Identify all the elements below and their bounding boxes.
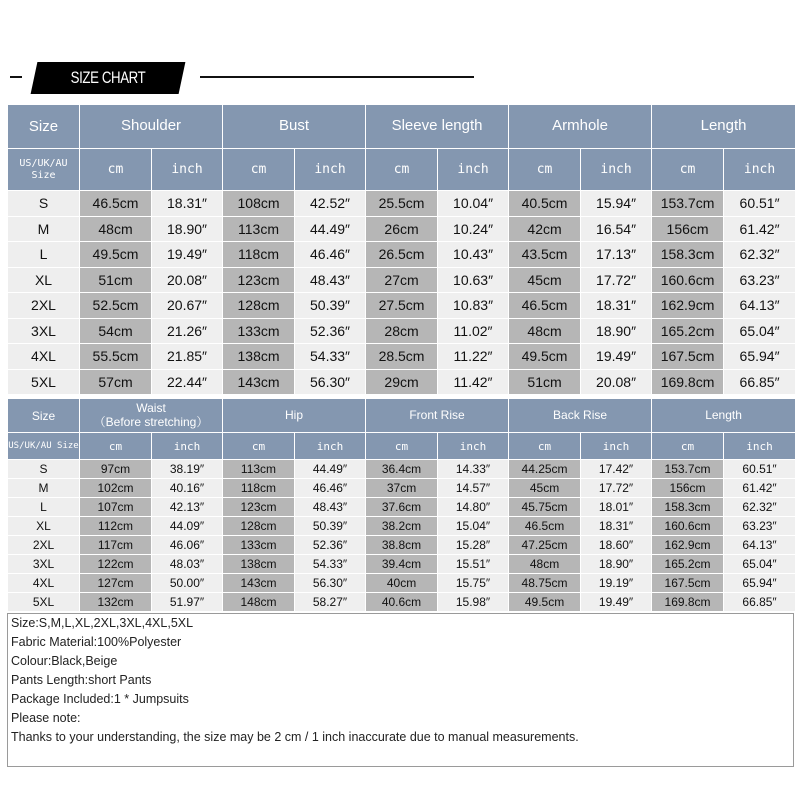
inch-cell: 14.33″ bbox=[438, 460, 509, 479]
inch-cell: 14.80″ bbox=[438, 498, 509, 517]
inch-cell: 62.32″ bbox=[724, 242, 796, 268]
inch-cell: 10.83″ bbox=[438, 293, 509, 319]
cm-cell: 47.25cm bbox=[509, 536, 581, 555]
cm-cell: 37.6cm bbox=[366, 498, 438, 517]
inch-cell: 18.31″ bbox=[581, 517, 652, 536]
inch-cell: 61.42″ bbox=[724, 216, 796, 242]
inch-cell: 19.49″ bbox=[581, 344, 652, 370]
inch-cell: 60.51″ bbox=[724, 191, 796, 217]
inch-cell: 42.13″ bbox=[152, 498, 223, 517]
cm-cell: 26.5cm bbox=[366, 242, 438, 268]
cm-cell: 27.5cm bbox=[366, 293, 438, 319]
cm-cell: 40.6cm bbox=[366, 593, 438, 612]
size-cell: M bbox=[8, 216, 80, 242]
cm-cell: 49.5cm bbox=[509, 344, 581, 370]
cm-cell: 45.75cm bbox=[509, 498, 581, 517]
inch-cell: 61.42″ bbox=[724, 479, 796, 498]
cm-cell: 118cm bbox=[223, 242, 295, 268]
inch-cell: 19.49″ bbox=[581, 593, 652, 612]
table-row bbox=[8, 498, 796, 517]
inch-cell: 65.04″ bbox=[724, 555, 796, 574]
cm-cell: 117cm bbox=[80, 536, 152, 555]
unit-header: cm bbox=[223, 433, 295, 460]
product-info-box bbox=[7, 613, 794, 767]
size-cell: L bbox=[8, 498, 80, 517]
unit-header: cm bbox=[366, 149, 438, 191]
inch-cell: 15.94″ bbox=[581, 191, 652, 217]
inch-cell: 63.23″ bbox=[724, 517, 796, 536]
group-header: Waist （Before stretching） bbox=[80, 399, 223, 433]
cm-cell: 54cm bbox=[80, 318, 152, 344]
inch-cell: 44.49″ bbox=[295, 216, 366, 242]
cm-cell: 122cm bbox=[80, 555, 152, 574]
cm-cell: 148cm bbox=[223, 593, 295, 612]
cm-cell: 162.9cm bbox=[652, 536, 724, 555]
inch-cell: 15.75″ bbox=[438, 574, 509, 593]
inch-cell: 54.33″ bbox=[295, 344, 366, 370]
cm-cell: 48cm bbox=[80, 216, 152, 242]
cm-cell: 51cm bbox=[509, 369, 581, 395]
cm-cell: 55.5cm bbox=[80, 344, 152, 370]
inch-cell: 65.94″ bbox=[724, 574, 796, 593]
group-header: Front Rise bbox=[366, 399, 509, 433]
table-row bbox=[8, 242, 796, 268]
inch-cell: 10.24″ bbox=[438, 216, 509, 242]
group-header: Armhole bbox=[509, 105, 652, 149]
table-row bbox=[8, 369, 796, 395]
cm-cell: 57cm bbox=[80, 369, 152, 395]
table-row bbox=[8, 479, 796, 498]
inch-cell: 52.36″ bbox=[295, 318, 366, 344]
unit-header: cm bbox=[652, 149, 724, 191]
cm-cell: 48cm bbox=[509, 318, 581, 344]
size-cell: S bbox=[8, 460, 80, 479]
inch-cell: 18.31″ bbox=[581, 293, 652, 319]
inch-cell: 63.23″ bbox=[724, 267, 796, 293]
inch-cell: 20.08″ bbox=[152, 267, 223, 293]
table-row bbox=[8, 344, 796, 370]
cm-cell: 156cm bbox=[652, 479, 724, 498]
cm-cell: 128cm bbox=[223, 293, 295, 319]
cm-cell: 52.5cm bbox=[80, 293, 152, 319]
inch-cell: 65.04″ bbox=[724, 318, 796, 344]
info-line-fabric: Fabric Material:100%Polyester bbox=[11, 635, 182, 649]
cm-cell: 156cm bbox=[652, 216, 724, 242]
unit-header: inch bbox=[724, 149, 796, 191]
cm-cell: 44.25cm bbox=[509, 460, 581, 479]
region-size-header: US/UK/AU Size bbox=[8, 149, 80, 191]
inch-cell: 40.16″ bbox=[152, 479, 223, 498]
unit-header: inch bbox=[152, 149, 223, 191]
cm-cell: 25.5cm bbox=[366, 191, 438, 217]
table-row bbox=[8, 536, 796, 555]
cm-cell: 49.5cm bbox=[80, 242, 152, 268]
cm-cell: 123cm bbox=[223, 267, 295, 293]
table-row bbox=[8, 555, 796, 574]
cm-cell: 169.8cm bbox=[652, 593, 724, 612]
inch-cell: 62.32″ bbox=[724, 498, 796, 517]
size-cell: 3XL bbox=[8, 555, 80, 574]
cm-cell: 97cm bbox=[80, 460, 152, 479]
cm-cell: 46.5cm bbox=[80, 191, 152, 217]
inch-cell: 14.57″ bbox=[438, 479, 509, 498]
inch-cell: 18.90″ bbox=[152, 216, 223, 242]
inch-cell: 19.19″ bbox=[581, 574, 652, 593]
cm-cell: 51cm bbox=[80, 267, 152, 293]
cm-cell: 167.5cm bbox=[652, 344, 724, 370]
table-row bbox=[8, 318, 796, 344]
unit-header: inch bbox=[152, 433, 223, 460]
table-row bbox=[8, 267, 796, 293]
info-line-sizes: Size:S,M,L,XL,2XL,3XL,4XL,5XL bbox=[11, 616, 194, 630]
inch-cell: 16.54″ bbox=[581, 216, 652, 242]
size-table-bottom bbox=[7, 398, 796, 612]
cm-cell: 42cm bbox=[509, 216, 581, 242]
cm-cell: 158.3cm bbox=[652, 498, 724, 517]
size-cell: 5XL bbox=[8, 593, 80, 612]
cm-cell: 29cm bbox=[366, 369, 438, 395]
cm-cell: 36.4cm bbox=[366, 460, 438, 479]
inch-cell: 20.08″ bbox=[581, 369, 652, 395]
inch-cell: 17.72″ bbox=[581, 267, 652, 293]
inch-cell: 66.85″ bbox=[724, 369, 796, 395]
banner-dash bbox=[10, 76, 22, 78]
table-row bbox=[8, 191, 796, 217]
group-header: Length bbox=[652, 399, 796, 433]
region-size-header: US/UK/AU Size bbox=[8, 433, 80, 460]
cm-cell: 46.5cm bbox=[509, 293, 581, 319]
inch-cell: 15.28″ bbox=[438, 536, 509, 555]
group-header: Bust bbox=[223, 105, 366, 149]
cm-cell: 45cm bbox=[509, 267, 581, 293]
cm-cell: 143cm bbox=[223, 574, 295, 593]
cm-cell: 43.5cm bbox=[509, 242, 581, 268]
unit-header: cm bbox=[509, 149, 581, 191]
inch-cell: 21.26″ bbox=[152, 318, 223, 344]
size-cell: XL bbox=[8, 267, 80, 293]
group-header: Back Rise bbox=[509, 399, 652, 433]
inch-cell: 64.13″ bbox=[724, 293, 796, 319]
unit-header: cm bbox=[652, 433, 724, 460]
cm-cell: 113cm bbox=[223, 460, 295, 479]
inch-cell: 66.85″ bbox=[724, 593, 796, 612]
cm-cell: 123cm bbox=[223, 498, 295, 517]
cm-cell: 127cm bbox=[80, 574, 152, 593]
group-header: Shoulder bbox=[80, 105, 223, 149]
unit-header: cm bbox=[223, 149, 295, 191]
inch-cell: 18.31″ bbox=[152, 191, 223, 217]
unit-header: inch bbox=[438, 433, 509, 460]
inch-cell: 51.97″ bbox=[152, 593, 223, 612]
inch-cell: 11.02″ bbox=[438, 318, 509, 344]
inch-cell: 17.42″ bbox=[581, 460, 652, 479]
inch-cell: 64.13″ bbox=[724, 536, 796, 555]
inch-cell: 56.30″ bbox=[295, 574, 366, 593]
unit-header: inch bbox=[581, 149, 652, 191]
cm-cell: 153.7cm bbox=[652, 191, 724, 217]
size-cell: S bbox=[8, 191, 80, 217]
inch-cell: 44.09″ bbox=[152, 517, 223, 536]
cm-cell: 102cm bbox=[80, 479, 152, 498]
inch-cell: 11.42″ bbox=[438, 369, 509, 395]
unit-header: inch bbox=[295, 433, 366, 460]
cm-cell: 143cm bbox=[223, 369, 295, 395]
cm-cell: 133cm bbox=[223, 536, 295, 555]
inch-cell: 44.49″ bbox=[295, 460, 366, 479]
cm-cell: 39.4cm bbox=[366, 555, 438, 574]
table-row bbox=[8, 593, 796, 612]
inch-cell: 48.43″ bbox=[295, 267, 366, 293]
table-row bbox=[8, 460, 796, 479]
cm-cell: 118cm bbox=[223, 479, 295, 498]
size-cell: 2XL bbox=[8, 536, 80, 555]
inch-cell: 17.13″ bbox=[581, 242, 652, 268]
inch-cell: 18.60″ bbox=[581, 536, 652, 555]
cm-cell: 48.75cm bbox=[509, 574, 581, 593]
inch-cell: 10.43″ bbox=[438, 242, 509, 268]
cm-cell: 158.3cm bbox=[652, 242, 724, 268]
cm-cell: 107cm bbox=[80, 498, 152, 517]
inch-cell: 60.51″ bbox=[724, 460, 796, 479]
inch-cell: 18.90″ bbox=[581, 555, 652, 574]
cm-cell: 28cm bbox=[366, 318, 438, 344]
table-row bbox=[8, 293, 796, 319]
inch-cell: 50.39″ bbox=[295, 293, 366, 319]
unit-header: inch bbox=[581, 433, 652, 460]
inch-cell: 38.19″ bbox=[152, 460, 223, 479]
size-cell: XL bbox=[8, 517, 80, 536]
table-row bbox=[8, 517, 796, 536]
unit-header: inch bbox=[438, 149, 509, 191]
inch-cell: 46.46″ bbox=[295, 479, 366, 498]
cm-cell: 38.2cm bbox=[366, 517, 438, 536]
inch-cell: 20.67″ bbox=[152, 293, 223, 319]
cm-cell: 49.5cm bbox=[509, 593, 581, 612]
inch-cell: 15.04″ bbox=[438, 517, 509, 536]
info-line-package: Package Included:1 * Jumpsuits bbox=[11, 692, 189, 706]
inch-cell: 65.94″ bbox=[724, 344, 796, 370]
size-cell: 2XL bbox=[8, 293, 80, 319]
cm-cell: 169.8cm bbox=[652, 369, 724, 395]
cm-cell: 113cm bbox=[223, 216, 295, 242]
info-line-note-heading: Please note: bbox=[11, 711, 81, 725]
inch-cell: 56.30″ bbox=[295, 369, 366, 395]
size-cell: 5XL bbox=[8, 369, 80, 395]
inch-cell: 48.43″ bbox=[295, 498, 366, 517]
inch-cell: 10.63″ bbox=[438, 267, 509, 293]
size-header: Size bbox=[8, 105, 80, 149]
cm-cell: 138cm bbox=[223, 344, 295, 370]
inch-cell: 15.98″ bbox=[438, 593, 509, 612]
inch-cell: 22.44″ bbox=[152, 369, 223, 395]
cm-cell: 27cm bbox=[366, 267, 438, 293]
info-line-pants-length: Pants Length:short Pants bbox=[11, 673, 152, 687]
cm-cell: 40cm bbox=[366, 574, 438, 593]
cm-cell: 28.5cm bbox=[366, 344, 438, 370]
info-line-note: Thanks to your understanding, the size may be 2 cm / 1 inch inaccurate due to manual measurements. bbox=[11, 730, 579, 744]
unit-header: cm bbox=[509, 433, 581, 460]
cm-cell: 128cm bbox=[223, 517, 295, 536]
unit-header: cm bbox=[366, 433, 438, 460]
inch-cell: 50.00″ bbox=[152, 574, 223, 593]
banner-title: SIZE CHART bbox=[70, 68, 146, 87]
size-cell: 4XL bbox=[8, 344, 80, 370]
size-chart-banner bbox=[0, 58, 800, 98]
unit-header: inch bbox=[724, 433, 796, 460]
cm-cell: 160.6cm bbox=[652, 267, 724, 293]
group-header: Sleeve length bbox=[366, 105, 509, 149]
cm-cell: 46.5cm bbox=[509, 517, 581, 536]
size-cell: 4XL bbox=[8, 574, 80, 593]
unit-header: cm bbox=[80, 433, 152, 460]
cm-cell: 38.8cm bbox=[366, 536, 438, 555]
table-row bbox=[8, 216, 796, 242]
inch-cell: 18.01″ bbox=[581, 498, 652, 517]
inch-cell: 58.27″ bbox=[295, 593, 366, 612]
inch-cell: 18.90″ bbox=[581, 318, 652, 344]
size-header: Size bbox=[8, 399, 80, 433]
size-cell: L bbox=[8, 242, 80, 268]
table-row bbox=[8, 574, 796, 593]
inch-cell: 17.72″ bbox=[581, 479, 652, 498]
cm-cell: 162.9cm bbox=[652, 293, 724, 319]
size-cell: 3XL bbox=[8, 318, 80, 344]
inch-cell: 11.22″ bbox=[438, 344, 509, 370]
inch-cell: 21.85″ bbox=[152, 344, 223, 370]
cm-cell: 112cm bbox=[80, 517, 152, 536]
inch-cell: 15.51″ bbox=[438, 555, 509, 574]
cm-cell: 132cm bbox=[80, 593, 152, 612]
cm-cell: 26cm bbox=[366, 216, 438, 242]
cm-cell: 167.5cm bbox=[652, 574, 724, 593]
unit-header: inch bbox=[295, 149, 366, 191]
cm-cell: 40.5cm bbox=[509, 191, 581, 217]
inch-cell: 50.39″ bbox=[295, 517, 366, 536]
cm-cell: 165.2cm bbox=[652, 555, 724, 574]
inch-cell: 54.33″ bbox=[295, 555, 366, 574]
cm-cell: 138cm bbox=[223, 555, 295, 574]
cm-cell: 153.7cm bbox=[652, 460, 724, 479]
cm-cell: 37cm bbox=[366, 479, 438, 498]
group-header: Length bbox=[652, 105, 796, 149]
banner-rule bbox=[200, 76, 474, 78]
info-line-colour: Colour:Black,Beige bbox=[11, 654, 118, 668]
size-cell: M bbox=[8, 479, 80, 498]
inch-cell: 42.52″ bbox=[295, 191, 366, 217]
inch-cell: 46.46″ bbox=[295, 242, 366, 268]
cm-cell: 108cm bbox=[223, 191, 295, 217]
unit-header: cm bbox=[80, 149, 152, 191]
inch-cell: 48.03″ bbox=[152, 555, 223, 574]
cm-cell: 45cm bbox=[509, 479, 581, 498]
cm-cell: 48cm bbox=[509, 555, 581, 574]
inch-cell: 10.04″ bbox=[438, 191, 509, 217]
inch-cell: 52.36″ bbox=[295, 536, 366, 555]
cm-cell: 160.6cm bbox=[652, 517, 724, 536]
cm-cell: 133cm bbox=[223, 318, 295, 344]
group-header: Hip bbox=[223, 399, 366, 433]
inch-cell: 46.06″ bbox=[152, 536, 223, 555]
inch-cell: 19.49″ bbox=[152, 242, 223, 268]
size-table-top bbox=[7, 104, 796, 395]
cm-cell: 165.2cm bbox=[652, 318, 724, 344]
